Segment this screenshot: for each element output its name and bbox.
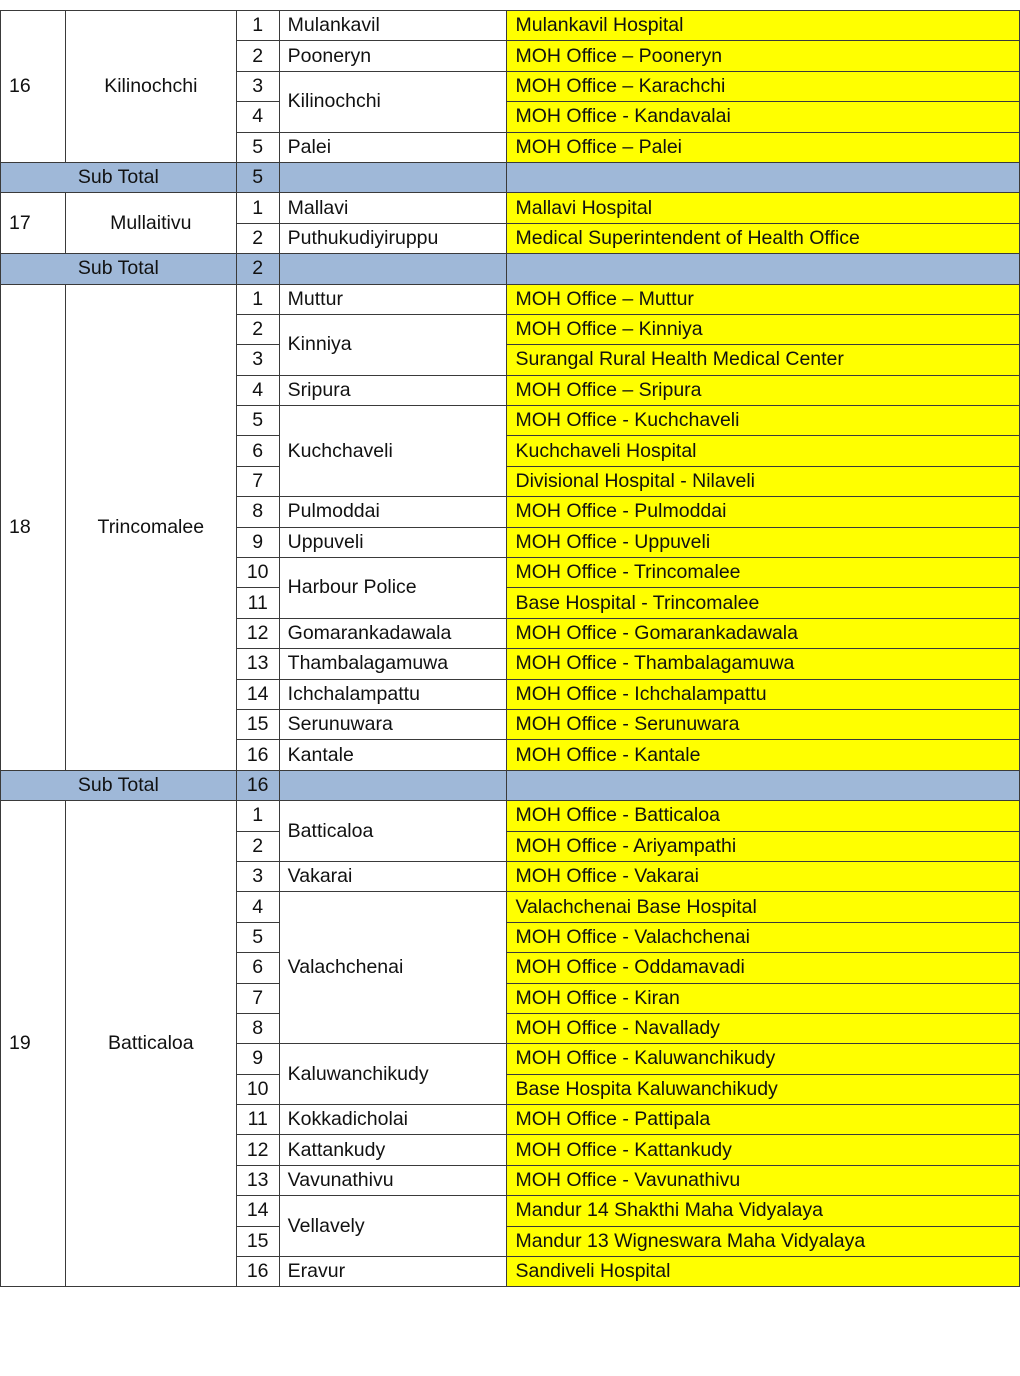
entry-index: 15: [236, 709, 279, 739]
subtotal-label: Sub Total: [1, 162, 237, 192]
entry-index: 9: [236, 1044, 279, 1074]
vaccination-center: MOH Office - Pattipala: [507, 1105, 1020, 1135]
entry-index: 11: [236, 588, 279, 618]
vaccination-center: MOH Office - Kandavalai: [507, 102, 1020, 132]
district-name: Trincomalee: [65, 284, 236, 770]
subtotal-empty-cell: [507, 254, 1020, 284]
vaccination-center: MOH Office – Karachchi: [507, 71, 1020, 101]
vaccination-center: MOH Office – Kinniya: [507, 314, 1020, 344]
area-name: Kilinochchi: [279, 71, 507, 132]
entry-index: 2: [236, 223, 279, 253]
entry-index: 1: [236, 284, 279, 314]
area-name: Mallavi: [279, 193, 507, 223]
vaccination-center: Valachchenai Base Hospital: [507, 892, 1020, 922]
area-name: Kuchchaveli: [279, 406, 507, 497]
vaccination-center: Base Hospita Kaluwanchikudy: [507, 1074, 1020, 1104]
entry-index: 7: [236, 983, 279, 1013]
vaccination-center: MOH Office - Kattankudy: [507, 1135, 1020, 1165]
area-name: Thambalagamuwa: [279, 649, 507, 679]
area-name: Kantale: [279, 740, 507, 770]
entry-index: 5: [236, 132, 279, 162]
vaccination-center: MOH Office - Valachchenai: [507, 922, 1020, 952]
vaccination-center: MOH Office - Gomarankadawala: [507, 618, 1020, 648]
entry-index: 5: [236, 406, 279, 436]
area-name: Vakarai: [279, 861, 507, 891]
subtotal-label: Sub Total: [1, 770, 237, 800]
vaccination-center: MOH Office - Ariyampathi: [507, 831, 1020, 861]
subtotal-row: [1, 254, 1020, 284]
vaccination-center: MOH Office - Kantale: [507, 740, 1020, 770]
area-name: Kinniya: [279, 314, 507, 375]
area-name: Serunuwara: [279, 709, 507, 739]
entry-index: 1: [236, 801, 279, 831]
entry-index: 6: [236, 436, 279, 466]
area-name: Vellavely: [279, 1196, 507, 1257]
district-name: Mullaitivu: [65, 193, 236, 254]
vaccination-center: MOH Office - Uppuveli: [507, 527, 1020, 557]
entry-index: 6: [236, 953, 279, 983]
subtotal-empty-cell: [279, 770, 507, 800]
entry-index: 10: [236, 1074, 279, 1104]
district-number: 17: [1, 193, 66, 254]
vaccination-center: Mandur 13 Wigneswara Maha Vidyalaya: [507, 1226, 1020, 1256]
subtotal-value: 5: [236, 162, 279, 192]
vaccination-center: MOH Office - Batticaloa: [507, 801, 1020, 831]
vaccination-centers-table: [0, 10, 1020, 1287]
vaccination-center: Mulankavil Hospital: [507, 11, 1020, 41]
entry-index: 4: [236, 892, 279, 922]
district-name: Batticaloa: [65, 801, 236, 1287]
table-row: [1, 801, 1020, 831]
area-name: Puthukudiyiruppu: [279, 223, 507, 253]
document-page: [0, 10, 1020, 1287]
vaccination-center: Base Hospital - Trincomalee: [507, 588, 1020, 618]
area-name: Ichchalampattu: [279, 679, 507, 709]
area-name: Valachchenai: [279, 892, 507, 1044]
vaccination-center: MOH Office - Vavunathivu: [507, 1165, 1020, 1195]
entry-index: 9: [236, 527, 279, 557]
entry-index: 7: [236, 466, 279, 496]
entry-index: 8: [236, 1013, 279, 1043]
vaccination-center: MOH Office - Ichchalampattu: [507, 679, 1020, 709]
vaccination-center: MOH Office - Navallady: [507, 1013, 1020, 1043]
vaccination-center: MOH Office – Palei: [507, 132, 1020, 162]
table-row: [1, 11, 1020, 41]
table-body: [1, 11, 1020, 1287]
entry-index: 14: [236, 679, 279, 709]
vaccination-center: MOH Office - Oddamavadi: [507, 953, 1020, 983]
vaccination-center: MOH Office - Vakarai: [507, 861, 1020, 891]
area-name: Harbour Police: [279, 558, 507, 619]
table-row: [1, 284, 1020, 314]
entry-index: 10: [236, 558, 279, 588]
subtotal-empty-cell: [279, 254, 507, 284]
area-name: Gomarankadawala: [279, 618, 507, 648]
vaccination-center: MOH Office - Pulmoddai: [507, 497, 1020, 527]
vaccination-center: Medical Superintendent of Health Office: [507, 223, 1020, 253]
vaccination-center: MOH Office - Kiran: [507, 983, 1020, 1013]
entry-index: 1: [236, 193, 279, 223]
area-name: Kattankudy: [279, 1135, 507, 1165]
vaccination-center: MOH Office – Muttur: [507, 284, 1020, 314]
entry-index: 15: [236, 1226, 279, 1256]
vaccination-center: Mandur 14 Shakthi Maha Vidyalaya: [507, 1196, 1020, 1226]
entry-index: 16: [236, 740, 279, 770]
table-row: [1, 193, 1020, 223]
entry-index: 16: [236, 1257, 279, 1287]
area-name: Sripura: [279, 375, 507, 405]
subtotal-value: 16: [236, 770, 279, 800]
vaccination-center: MOH Office – Pooneryn: [507, 41, 1020, 71]
vaccination-center: Kuchchaveli Hospital: [507, 436, 1020, 466]
area-name: Uppuveli: [279, 527, 507, 557]
entry-index: 8: [236, 497, 279, 527]
entry-index: 3: [236, 71, 279, 101]
entry-index: 5: [236, 922, 279, 952]
area-name: Batticaloa: [279, 801, 507, 862]
district-number: 18: [1, 284, 66, 770]
area-name: Pooneryn: [279, 41, 507, 71]
subtotal-row: [1, 162, 1020, 192]
district-number: 16: [1, 11, 66, 163]
area-name: Palei: [279, 132, 507, 162]
entry-index: 13: [236, 1165, 279, 1195]
area-name: Vavunathivu: [279, 1165, 507, 1195]
vaccination-center: Divisional Hospital - Nilaveli: [507, 466, 1020, 496]
vaccination-center: Surangal Rural Health Medical Center: [507, 345, 1020, 375]
entry-index: 12: [236, 618, 279, 648]
vaccination-center: Sandiveli Hospital: [507, 1257, 1020, 1287]
vaccination-center: MOH Office - Trincomalee: [507, 558, 1020, 588]
district-name: Kilinochchi: [65, 11, 236, 163]
entry-index: 1: [236, 11, 279, 41]
subtotal-row: [1, 770, 1020, 800]
subtotal-value: 2: [236, 254, 279, 284]
entry-index: 4: [236, 375, 279, 405]
subtotal-empty-cell: [507, 162, 1020, 192]
vaccination-center: MOH Office – Sripura: [507, 375, 1020, 405]
entry-index: 14: [236, 1196, 279, 1226]
entry-index: 3: [236, 861, 279, 891]
entry-index: 3: [236, 345, 279, 375]
vaccination-center: MOH Office - Serunuwara: [507, 709, 1020, 739]
entry-index: 13: [236, 649, 279, 679]
district-number: 19: [1, 801, 66, 1287]
vaccination-center: Mallavi Hospital: [507, 193, 1020, 223]
area-name: Kaluwanchikudy: [279, 1044, 507, 1105]
subtotal-label: Sub Total: [1, 254, 237, 284]
entry-index: 2: [236, 831, 279, 861]
area-name: Kokkadicholai: [279, 1105, 507, 1135]
entry-index: 4: [236, 102, 279, 132]
subtotal-empty-cell: [507, 770, 1020, 800]
vaccination-center: MOH Office - Kaluwanchikudy: [507, 1044, 1020, 1074]
area-name: Muttur: [279, 284, 507, 314]
area-name: Pulmoddai: [279, 497, 507, 527]
vaccination-center: MOH Office - Thambalagamuwa: [507, 649, 1020, 679]
area-name: Mulankavil: [279, 11, 507, 41]
entry-index: 12: [236, 1135, 279, 1165]
vaccination-center: MOH Office - Kuchchaveli: [507, 406, 1020, 436]
area-name: Eravur: [279, 1257, 507, 1287]
entry-index: 2: [236, 41, 279, 71]
entry-index: 2: [236, 314, 279, 344]
subtotal-empty-cell: [279, 162, 507, 192]
entry-index: 11: [236, 1105, 279, 1135]
